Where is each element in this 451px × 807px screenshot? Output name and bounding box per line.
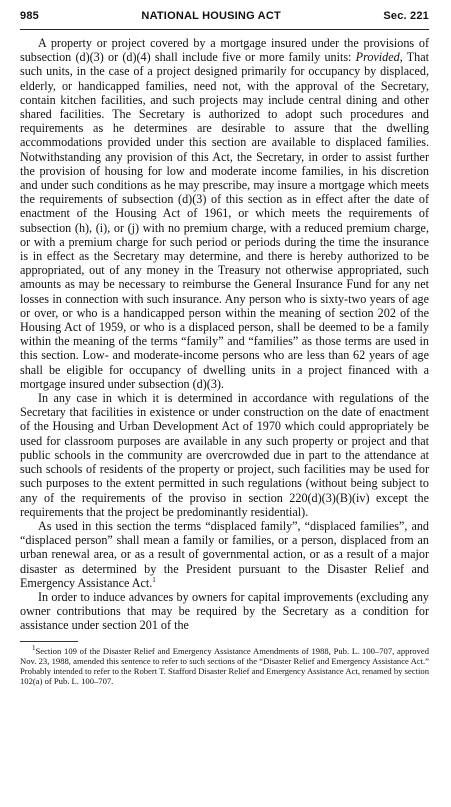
footnote	[20, 643, 429, 686]
proviso-italic: Provided,	[355, 50, 403, 65]
header-title: NATIONAL HOUSING ACT	[141, 10, 281, 22]
footnote-marker: 1	[32, 643, 36, 652]
page-number: 985	[20, 10, 39, 22]
paragraph-2: In any case in which it is determined in accordance with regulations of the Secretary that facilities in existence or under construction on the date of enactment of the Housing and Urban Development Act of 1970 which could appropriately be used for classroom purposes are available in any such property or project and that public schools in the community are overcrowded due in part to the attendance at such schools of residents of the property or project, such facilities may be used for such purposes to the extent permitted in such regulations (without being subject to any of the requirements of the proviso in section 220(d)(3)(B)(iv) except the requirements that the project be predominantly residential).	[20, 391, 429, 519]
footnote-reference: 1	[152, 575, 156, 584]
footnote-text: Section 109 of the Disaster Relief and Emergency Assistance Amendments of 1988, Pub. L. 100–707, approved Nov. 23, 1988, amended this sentence to refer to such sections of the “Disaster Relief and Emergency Assistance Act.” Probably intended to refer to the Robert T. Stafford Disaster Relief and Emergency Assistance Act, renamed by section 102(a) of Pub. L. 100–707.	[20, 645, 429, 686]
header-rule	[20, 29, 429, 30]
paragraph-3: As used in this section the terms “displaced family”, “displaced families”, and “displaced person” shall mean a family or families, or a person, displaced from an urban renewal area, or as a result of governmental action, or as a result of a major disaster as determined by the President pursuant to the Disaster Relief and Emergency Assistance Act.$^1$	[20, 518, 429, 590]
body-text	[20, 36, 429, 633]
running-header	[20, 10, 429, 26]
section-number: Sec. 221	[383, 10, 429, 22]
paragraph-4: In order to induce advances by owners for capital improvements (excluding any owner contributions that may be required by the Secretary as a condition for assistance under section 201 of the	[20, 589, 429, 633]
footnote-rule	[20, 641, 78, 642]
paragraph-1: A property or project covered by a mortgage insured under the provisions of subsection (d)(3) or (d)(4) shall include five or more family units: Provided, That such units, in the case of a project designed primarily for occupancy by displaced, elderly, or handicapped families, need not, with the approval of the Secretary, contain kitchen facilities, and such projects may include central dining and other shared facilities. The Secretary is authorized to adopt such procedures and requirements as he determines are desirable to assure that the dwelling accommodations provided under this section are available to displaced families. Notwithstanding any provision of this Act, the Secretary, in order to assist further the provision of housing for low and moderate income families, in his discretion and under such conditions as he may prescribe, may insure a mortgage which meets the requirements of subsection (d)(3) of this section as in effect after the date of enactment of the Housing Act of 1961, or which meets the requirements of subsection (h), (i), or (j) with no premium charge, with a reduced premium charge, or with a premium charge for such period or periods during the time the insurance is in effect as the Secretary may determine, and there is hereby authorized to be appropriated, out of any money in the Treasury not otherwise appropriated, such amounts as may be necessary to reimburse the General Insurance Fund for any net losses in connection with such insurance. Any person who is sixty-two years of age or over, or who is a handicapped person within the meaning of section 202 of the Housing Act of 1959, or who is a displaced person, shall be deemed to be a family within the meaning of the terms “family” and “families” as those terms are used in this section. Low- and moderate-income persons who are less than 62 years of age shall be eligible for occupancy of dwelling units in a project financed with a mortgage insured under subsection (d)(3).	[20, 36, 429, 391]
